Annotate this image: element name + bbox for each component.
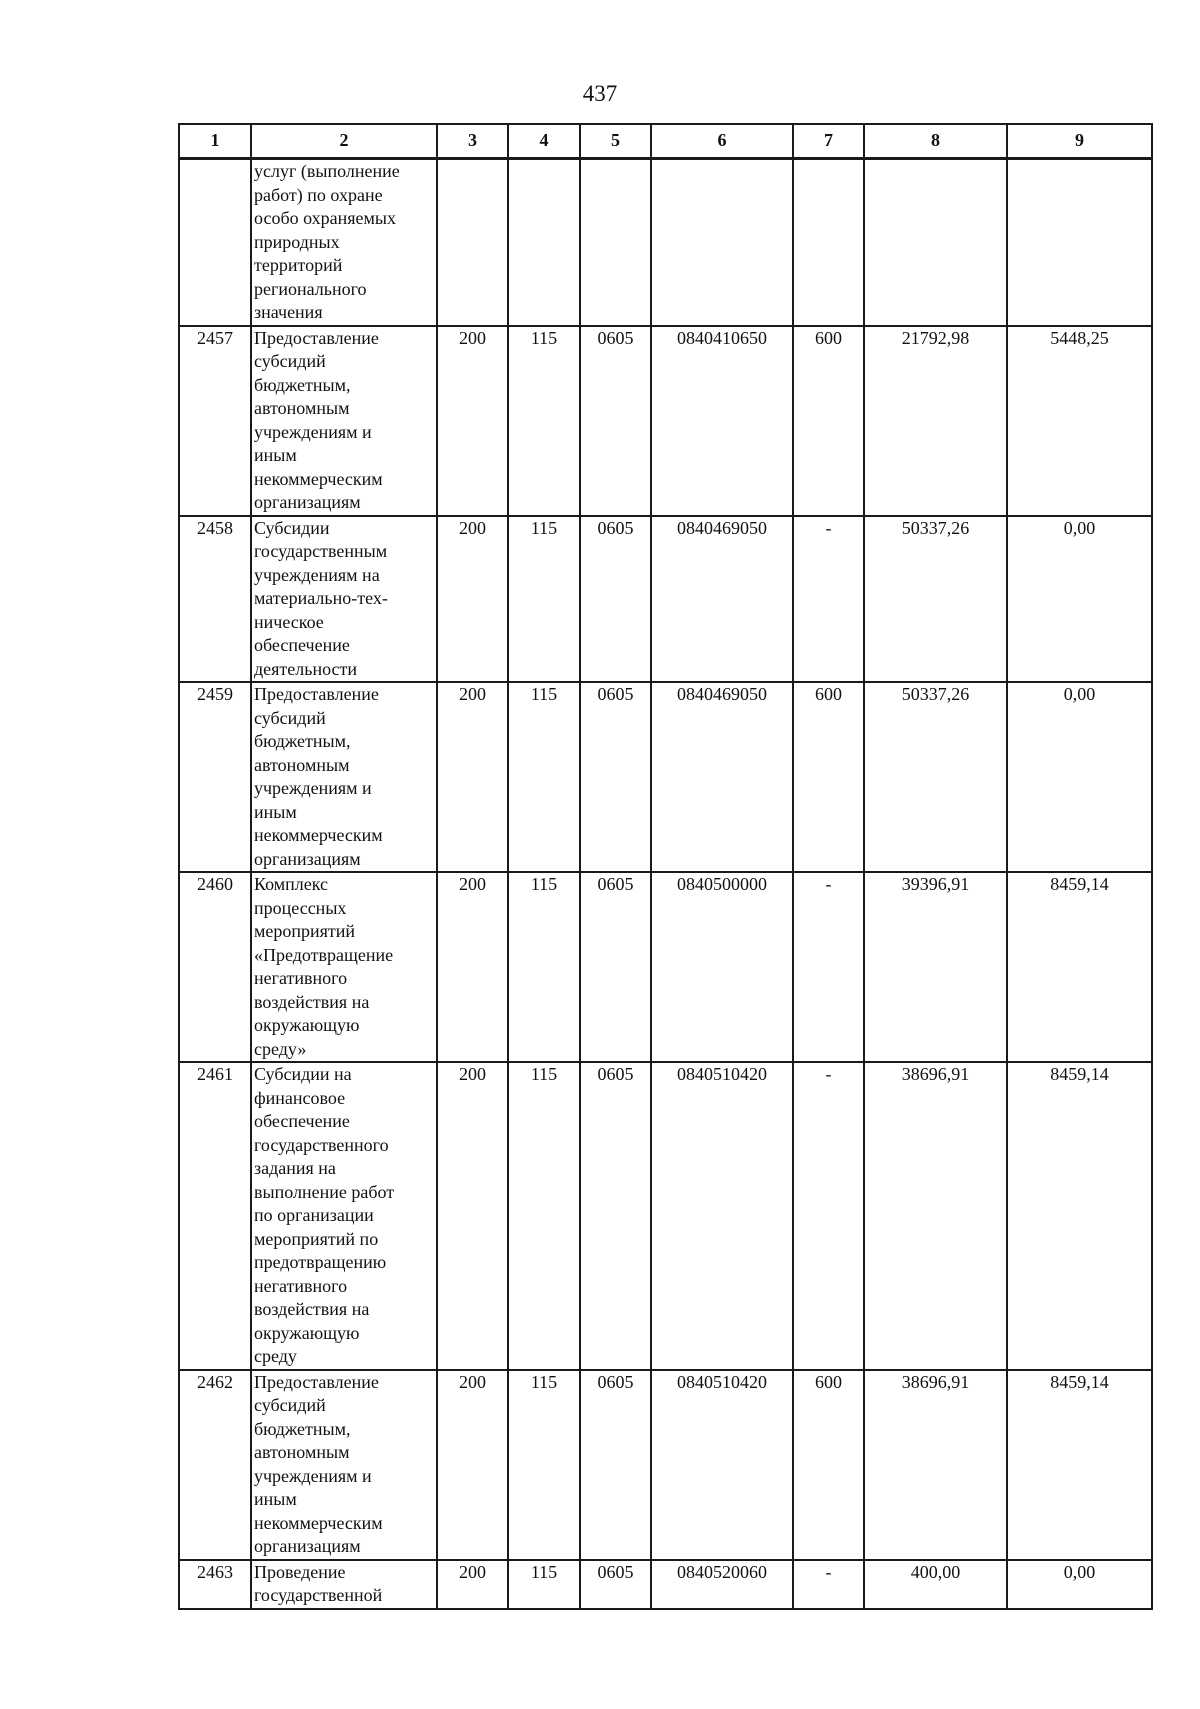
page-number: 437 <box>582 81 618 106</box>
section-code-cell: 115 <box>508 1370 580 1560</box>
item-name-line: бюджетным, <box>254 731 351 751</box>
section-code-cell: 115 <box>508 682 580 872</box>
item-name-line: иным <box>254 1489 297 1509</box>
amount-col9-cell: 0,00 <box>1007 682 1152 872</box>
item-name-line: негативного <box>254 1275 348 1296</box>
item-name-line: негативного <box>254 968 348 988</box>
item-name-line: финансовое <box>254 1087 346 1108</box>
item-name-line: бюджетным, <box>254 374 351 395</box>
ministry-code-cell: 200 <box>437 872 508 1062</box>
amount-col8-cell: 50337,26 <box>864 516 1007 683</box>
subsection-code-cell: 0605 <box>580 1062 651 1370</box>
item-name-line: воздействия на <box>254 1299 370 1319</box>
amount-col9-cell <box>1007 159 1152 326</box>
item-name-line: организациям <box>254 492 361 512</box>
item-name-line: некоммерческим <box>254 825 383 845</box>
item-name-line: иным <box>254 445 297 465</box>
column-header: 3 <box>437 124 508 159</box>
table-row <box>179 1560 1152 1609</box>
subsection-code-cell <box>580 159 651 326</box>
item-name-line: выполнение работ <box>254 1181 395 1202</box>
row-number-cell: 2458 <box>179 516 251 683</box>
amount-col9-cell: 8459,14 <box>1007 872 1152 1062</box>
item-name-line: автономным <box>254 1442 350 1462</box>
item-name-line: учреждениям и <box>254 421 372 442</box>
target-article-cell: 0840500000 <box>651 872 793 1062</box>
row-number-cell: 2460 <box>179 872 251 1062</box>
target-article-cell: 0840520060 <box>651 1560 793 1609</box>
item-name-line: услуг (выполнение <box>254 161 400 181</box>
item-name-line: работ) по охране <box>254 184 383 205</box>
item-name-line: автономным <box>254 754 350 775</box>
item-name-line: среду» <box>254 1038 307 1059</box>
section-code-cell <box>508 159 580 326</box>
item-name-cell <box>251 1370 437 1560</box>
ministry-code-cell: 200 <box>437 1062 508 1370</box>
table-row <box>179 1370 1152 1560</box>
expense-type-cell <box>793 159 864 326</box>
header-row <box>179 124 1152 159</box>
item-name-line: иным <box>254 801 297 822</box>
amount-col9-cell: 5448,25 <box>1007 326 1152 516</box>
section-code-cell: 115 <box>508 516 580 683</box>
item-name-line: субсидий <box>254 707 326 728</box>
item-name-line: Предоставление <box>254 1371 379 1392</box>
item-name-line: материально-тех- <box>254 588 388 608</box>
amount-col9-cell: 8459,14 <box>1007 1370 1152 1560</box>
item-name-cell <box>251 1560 437 1609</box>
item-name-line: деятельности <box>254 658 358 679</box>
item-name-cell <box>251 872 437 1062</box>
ministry-code-cell: 200 <box>437 1370 508 1560</box>
item-name-line: воздействия на <box>254 991 370 1012</box>
item-name-cell <box>251 1062 437 1370</box>
expense-type-cell: - <box>793 872 864 1062</box>
column-header: 7 <box>793 124 864 159</box>
item-name-line: регионального <box>254 278 367 299</box>
table-body <box>179 159 1152 1609</box>
item-name-line: обеспечение <box>254 1111 350 1131</box>
item-name-line: организациям <box>254 848 361 869</box>
subsection-code-cell: 0605 <box>580 516 651 683</box>
item-name-line: некоммерческим <box>254 468 383 489</box>
item-name-line: учреждениям и <box>254 1465 372 1486</box>
row-number-cell: 2457 <box>179 326 251 516</box>
target-article-cell <box>651 159 793 326</box>
column-header: 5 <box>580 124 651 159</box>
item-name-line: «Предотвращение <box>254 944 394 965</box>
expense-type-cell: 600 <box>793 1370 864 1560</box>
subsection-code-cell: 0605 <box>580 1560 651 1609</box>
row-number-cell: 2462 <box>179 1370 251 1560</box>
amount-col8-cell <box>864 159 1007 326</box>
item-name-cell <box>251 516 437 683</box>
amount-col8-cell: 38696,91 <box>864 1062 1007 1370</box>
expense-type-cell: - <box>793 516 864 683</box>
target-article-cell: 0840510420 <box>651 1370 793 1560</box>
amount-col9-cell: 8459,14 <box>1007 1062 1152 1370</box>
item-name-line: субсидий <box>254 351 326 371</box>
ministry-code-cell: 200 <box>437 516 508 683</box>
section-code-cell: 115 <box>508 872 580 1062</box>
item-name-line: обеспечение <box>254 635 350 655</box>
ministry-code-cell: 200 <box>437 1560 508 1609</box>
amount-col8-cell: 50337,26 <box>864 682 1007 872</box>
item-name-line: окружающую <box>254 1015 360 1035</box>
column-header: 2 <box>251 124 437 159</box>
ministry-code-cell: 200 <box>437 326 508 516</box>
table-row <box>179 516 1152 683</box>
target-article-cell: 0840410650 <box>651 326 793 516</box>
item-name-line: Субсидии на <box>254 1064 352 1084</box>
table-row <box>179 872 1152 1062</box>
subsection-code-cell: 0605 <box>580 1370 651 1560</box>
row-number-cell: 2461 <box>179 1062 251 1370</box>
row-number-cell: 2459 <box>179 682 251 872</box>
table-row <box>179 682 1152 872</box>
item-name-line: по организации <box>254 1205 374 1225</box>
table-row <box>179 1062 1152 1370</box>
item-name-line: Проведение <box>254 1561 346 1582</box>
amount-col8-cell: 21792,98 <box>864 326 1007 516</box>
target-article-cell: 0840469050 <box>651 682 793 872</box>
item-name-line: территорий <box>254 255 343 275</box>
row-number-cell <box>179 159 251 326</box>
item-name-line: природных <box>254 231 340 252</box>
expense-type-cell: - <box>793 1560 864 1609</box>
item-name-line: организациям <box>254 1536 361 1556</box>
item-name-line: среду <box>254 1346 297 1366</box>
item-name-line: процессных <box>254 897 347 918</box>
item-name-line: государственного <box>254 1134 389 1155</box>
amount-col8-cell: 38696,91 <box>864 1370 1007 1560</box>
table-row <box>179 326 1152 516</box>
item-name-line: субсидий <box>254 1395 326 1415</box>
item-name-line: мероприятий <box>254 921 356 941</box>
ministry-code-cell: 200 <box>437 682 508 872</box>
table-row <box>179 159 1152 326</box>
item-name-line: ническое <box>254 611 324 632</box>
section-code-cell: 115 <box>508 1560 580 1609</box>
row-number-cell: 2463 <box>179 1560 251 1609</box>
column-header: 9 <box>1007 124 1152 159</box>
item-name-line: окружающую <box>254 1322 360 1343</box>
section-code-cell: 115 <box>508 1062 580 1370</box>
column-header: 1 <box>179 124 251 159</box>
item-name-line: автономным <box>254 398 350 418</box>
item-name-line: особо охраняемых <box>254 208 397 228</box>
item-name-line: значения <box>254 302 323 322</box>
item-name-cell <box>251 159 437 326</box>
item-name-line: бюджетным, <box>254 1418 351 1439</box>
amount-col9-cell: 0,00 <box>1007 1560 1152 1609</box>
column-header: 6 <box>651 124 793 159</box>
item-name-line: некоммерческим <box>254 1512 383 1533</box>
ministry-code-cell <box>437 159 508 326</box>
item-name-line: государственным <box>254 541 388 561</box>
column-header: 8 <box>864 124 1007 159</box>
item-name-line: задания на <box>254 1158 336 1178</box>
item-name-cell <box>251 326 437 516</box>
item-name-line: Комплекс <box>254 874 329 894</box>
item-name-line: Предоставление <box>254 684 379 704</box>
subsection-code-cell: 0605 <box>580 682 651 872</box>
expense-type-cell: 600 <box>793 682 864 872</box>
amount-col8-cell: 400,00 <box>864 1560 1007 1609</box>
item-name-line: учреждениям и <box>254 778 372 798</box>
column-header: 4 <box>508 124 580 159</box>
expense-type-cell: 600 <box>793 326 864 516</box>
section-code-cell: 115 <box>508 326 580 516</box>
expense-type-cell: - <box>793 1062 864 1370</box>
item-name-line: Предоставление <box>254 327 379 348</box>
item-name-line: предотвращению <box>254 1252 387 1272</box>
item-name-cell <box>251 682 437 872</box>
item-name-line: государственной <box>254 1585 383 1605</box>
target-article-cell: 0840510420 <box>651 1062 793 1370</box>
item-name-line: Субсидии <box>254 517 330 538</box>
amount-col9-cell: 0,00 <box>1007 516 1152 683</box>
amount-col8-cell: 39396,91 <box>864 872 1007 1062</box>
subsection-code-cell: 0605 <box>580 326 651 516</box>
item-name-line: учреждениям на <box>254 564 380 585</box>
subsection-code-cell: 0605 <box>580 872 651 1062</box>
target-article-cell: 0840469050 <box>651 516 793 683</box>
item-name-line: мероприятий по <box>254 1228 379 1249</box>
budget-table <box>178 123 1153 1610</box>
